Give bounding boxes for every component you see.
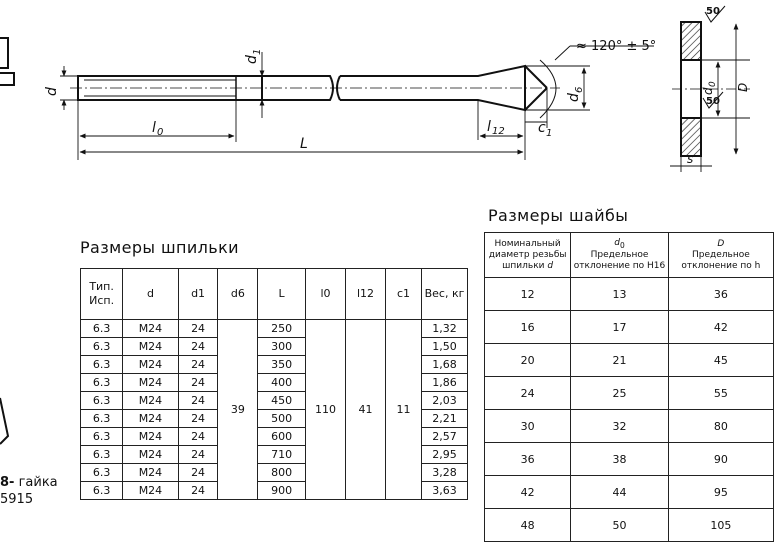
cell-type: 6.3: [81, 374, 123, 392]
dim-label-d6-sub: 6: [574, 86, 585, 93]
cell-nominal: 36: [485, 443, 571, 476]
dim-label-d1-sub: 1: [252, 48, 263, 55]
cell-L: 710: [258, 446, 306, 464]
nut-note: [0, 474, 58, 508]
cell-D: 55: [668, 377, 773, 410]
header-weight: Вес, кг: [421, 269, 467, 320]
cell-d: М24: [123, 392, 178, 410]
nut-note-text: гайка: [14, 475, 58, 490]
nut-fragment-bottom: [0, 396, 20, 456]
table-row: [81, 320, 468, 338]
dim-label-c1: c: [538, 120, 546, 136]
washer-table-header: [485, 233, 774, 278]
cell-type: 6.3: [81, 446, 123, 464]
cell-d: М24: [123, 374, 178, 392]
header-D-var: D: [717, 238, 725, 249]
cell-d1: 24: [178, 464, 218, 482]
cell-D: 95: [668, 476, 773, 509]
cell-weight: 1,50: [421, 338, 467, 356]
cell-d: М24: [123, 320, 178, 338]
cell-d6-merged: 39: [218, 320, 258, 500]
cell-type: 6.3: [81, 482, 123, 500]
header-c1: c1: [386, 269, 422, 320]
cell-type: 6.3: [81, 428, 123, 446]
roughness-label-mid: 50: [706, 96, 720, 107]
cell-weight: 2,57: [421, 428, 467, 446]
angle-label: ≈ 120° ± 5°: [576, 39, 657, 54]
cell-l0-merged: 110: [305, 320, 345, 500]
cell-D: 42: [668, 311, 773, 344]
header-L: L: [258, 269, 306, 320]
cell-d1: 24: [178, 374, 218, 392]
cell-d: М24: [123, 482, 178, 500]
cell-d: М24: [123, 338, 178, 356]
stud-table-header: [81, 269, 468, 320]
dim-label-l12: l: [487, 119, 491, 135]
dim-label-L: L: [300, 136, 308, 152]
table-row: [485, 344, 774, 377]
cell-d1: 24: [178, 428, 218, 446]
dim-label-d6: d: [566, 93, 582, 102]
cell-d0: 38: [571, 443, 669, 476]
cell-D: 90: [668, 443, 773, 476]
cell-L: 800: [258, 464, 306, 482]
cell-L: 300: [258, 338, 306, 356]
cell-weight: 3,28: [421, 464, 467, 482]
cell-weight: 3,63: [421, 482, 467, 500]
cell-type: 6.3: [81, 410, 123, 428]
cell-nominal: 30: [485, 410, 571, 443]
cell-d0: 44: [571, 476, 669, 509]
cell-L: 400: [258, 374, 306, 392]
cell-d: М24: [123, 356, 178, 374]
table-row: [485, 476, 774, 509]
cell-weight: 1,32: [421, 320, 467, 338]
cell-d0: 13: [571, 278, 669, 311]
cell-d1: 24: [178, 392, 218, 410]
cell-weight: 2,21: [421, 410, 467, 428]
cell-d1: 24: [178, 482, 218, 500]
header-d6: d6: [218, 269, 258, 320]
header-D: [668, 233, 773, 278]
header-d0-var: d: [614, 237, 620, 248]
stud-drawing-svg: [0, 0, 750, 200]
cell-d: М24: [123, 428, 178, 446]
header-type: Тип. Исп.: [81, 269, 123, 320]
stud-table-title: Размеры шпильки: [80, 238, 239, 257]
header-nominal-text: Номинальный диаметр резьбы шпильки: [488, 238, 567, 271]
washer-dimensions-table: [484, 232, 774, 542]
cell-L: 250: [258, 320, 306, 338]
cell-L: 600: [258, 428, 306, 446]
header-d0-note: Предельное отклонение по Н16: [573, 250, 666, 272]
dim-label-l0-sub: 0: [157, 127, 164, 138]
cell-weight: 2,03: [421, 392, 467, 410]
cell-type: 6.3: [81, 338, 123, 356]
cell-D: 105: [668, 509, 773, 542]
cell-D: 45: [668, 344, 773, 377]
cell-d1: 24: [178, 446, 218, 464]
cell-type: 6.3: [81, 356, 123, 374]
cell-d0: 50: [571, 509, 669, 542]
cell-c1-merged: 11: [386, 320, 422, 500]
cell-nominal: 20: [485, 344, 571, 377]
dim-label-d: d: [44, 87, 60, 96]
nut-note-bold: 8-: [0, 475, 15, 490]
cell-L: 900: [258, 482, 306, 500]
cell-d: М24: [123, 410, 178, 428]
dim-label-d0-sub: 0: [708, 81, 718, 87]
header-nominal-var: d: [547, 260, 554, 271]
table-row: [485, 410, 774, 443]
cell-type: 6.3: [81, 320, 123, 338]
cell-nominal: 48: [485, 509, 571, 542]
dim-label-l12-sub: 12: [492, 126, 505, 137]
cell-d: М24: [123, 464, 178, 482]
washer-table-title: Размеры шайбы: [488, 206, 629, 225]
cell-d0: 21: [571, 344, 669, 377]
cell-d0: 17: [571, 311, 669, 344]
cell-nominal: 42: [485, 476, 571, 509]
header-D-note: Предельное отклонение по h: [681, 249, 761, 271]
cell-d: М24: [123, 446, 178, 464]
dim-label-c1-sub: 1: [546, 128, 553, 139]
cell-d1: 24: [178, 410, 218, 428]
roughness-label-top: 50: [706, 6, 720, 17]
stud-body: [70, 60, 560, 118]
cell-D: 36: [668, 278, 773, 311]
cell-weight: 1,68: [421, 356, 467, 374]
header-l0: l0: [305, 269, 345, 320]
cell-d1: 24: [178, 320, 218, 338]
cell-d0: 25: [571, 377, 669, 410]
stud-dimensions-table: [80, 268, 468, 500]
cell-weight: 2,95: [421, 446, 467, 464]
cell-d1: 24: [178, 338, 218, 356]
table-row: [485, 377, 774, 410]
technical-drawing: [0, 0, 750, 200]
cell-L: 450: [258, 392, 306, 410]
table-row: [485, 509, 774, 542]
cell-d0: 32: [571, 410, 669, 443]
dim-label-l0: l: [152, 120, 156, 136]
cell-d1: 24: [178, 356, 218, 374]
dim-label-d1: d: [244, 55, 260, 64]
table-row: [485, 278, 774, 311]
header-nominal: [485, 233, 571, 278]
cell-L: 500: [258, 410, 306, 428]
cell-nominal: 16: [485, 311, 571, 344]
header-d1: d1: [178, 269, 218, 320]
dim-label-D: D: [736, 82, 750, 92]
nut-fragment: [0, 38, 14, 85]
dim-label-d0: d: [701, 87, 715, 95]
header-d0-sub: 0: [619, 240, 625, 250]
cell-type: 6.3: [81, 464, 123, 482]
dim-label-s: s: [687, 152, 694, 166]
table-row: [485, 443, 774, 476]
cell-type: 6.3: [81, 392, 123, 410]
header-d0: [571, 233, 669, 278]
nut-note-standard: 5915: [0, 492, 34, 507]
header-d: d: [123, 269, 178, 320]
header-l12: l12: [346, 269, 386, 320]
table-row: [485, 311, 774, 344]
dimension-lines: [60, 46, 654, 160]
cell-weight: 1,86: [421, 374, 467, 392]
cell-nominal: 24: [485, 377, 571, 410]
cell-D: 80: [668, 410, 773, 443]
cell-l12-merged: 41: [346, 320, 386, 500]
cell-L: 350: [258, 356, 306, 374]
cell-nominal: 12: [485, 278, 571, 311]
